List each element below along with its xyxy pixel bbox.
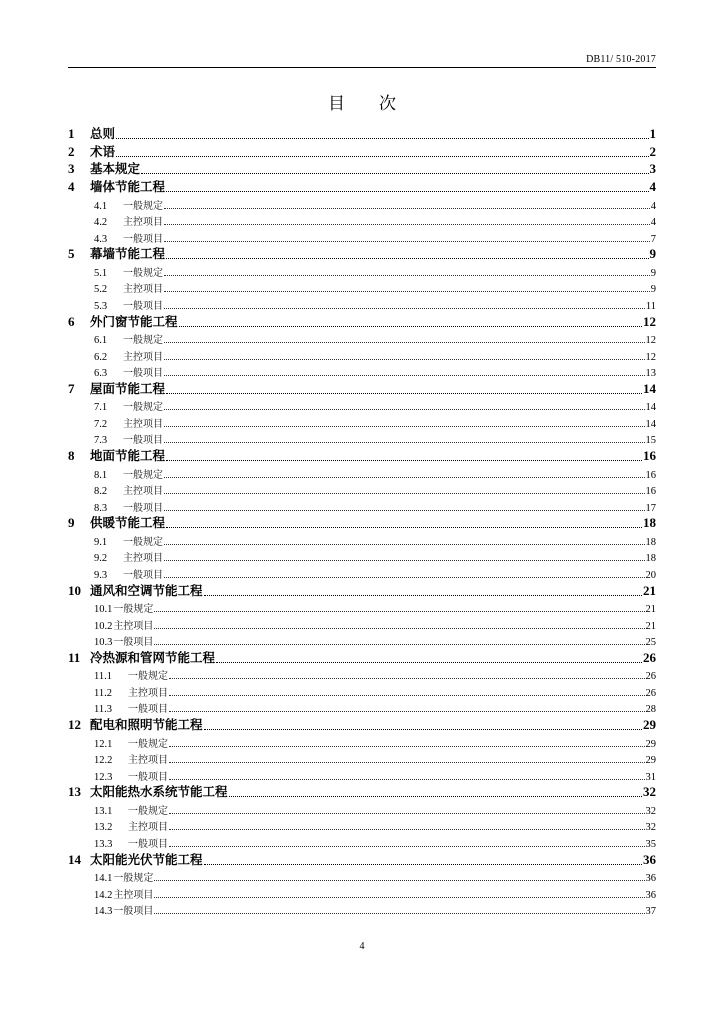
document-code: DB11/ 510-2017 — [586, 54, 656, 65]
toc-section-entry[interactable] — [68, 330, 656, 347]
dot-leader — [154, 897, 644, 898]
toc-section-entry[interactable] — [68, 800, 656, 817]
toc-entry-page: 26 — [643, 649, 656, 665]
dot-leader — [169, 846, 645, 847]
toc-entry-title: 配电和照明节能工程 — [90, 717, 203, 732]
toc-section-entry[interactable] — [68, 868, 656, 885]
dot-leader — [164, 510, 645, 511]
toc-entry-number: 6.3 — [94, 368, 108, 379]
header-rule — [68, 67, 656, 68]
toc-entry-title: 一般项目 — [128, 771, 168, 783]
toc-section-entry[interactable] — [68, 464, 656, 481]
dot-leader — [154, 628, 644, 629]
toc-entry-page: 11 — [645, 300, 656, 312]
toc-entry-number: 9 — [68, 515, 75, 531]
toc-section-entry[interactable] — [68, 632, 656, 649]
toc-entry-title: 一般规定 — [123, 402, 163, 414]
toc-entry-page: 4 — [649, 179, 656, 194]
toc-entry-page: 29 — [643, 717, 656, 732]
toc-chapter-entry[interactable] — [68, 142, 656, 160]
toc-entry-number: 5 — [68, 246, 75, 262]
toc-section-entry[interactable] — [68, 666, 656, 683]
toc-entry-title: 一般项目 — [123, 435, 163, 447]
toc-entry-title: 地面节能工程 — [90, 448, 166, 463]
toc-section-entry[interactable] — [68, 699, 656, 716]
toc-entry-title: 一般项目 — [128, 704, 168, 716]
dot-leader — [164, 477, 645, 478]
toc-entry-page: 36 — [645, 873, 656, 884]
toc-entry-title: 主控项目 — [128, 822, 168, 834]
toc-entry-title: 通风和空调节能工程 — [90, 582, 203, 598]
toc-entry-title: 太阳能光伏节能工程 — [90, 851, 203, 867]
toc-entry-number: 13.3 — [94, 838, 113, 850]
toc-entry-page: 4 — [650, 217, 656, 228]
dot-leader — [164, 275, 650, 276]
toc-entry-page: 14 — [645, 402, 656, 414]
toc-entry-number: 7.2 — [94, 418, 108, 430]
dot-leader — [204, 729, 642, 730]
toc-entry-title: 一般项目 — [123, 569, 163, 581]
toc-entry-page: 14 — [643, 380, 656, 396]
toc-section-entry[interactable] — [68, 548, 656, 565]
toc-entry-number: 5.3 — [94, 300, 108, 312]
toc-entry-title: 主控项目 — [123, 217, 163, 228]
toc-entry-page: 25 — [645, 637, 656, 648]
toc-entry-title: 主控项目 — [123, 553, 163, 565]
toc-section-entry[interactable] — [68, 228, 656, 245]
dot-leader — [229, 796, 642, 797]
toc-entry-number: 14.3 — [94, 906, 113, 917]
toc-entry-title: 一般规定 — [123, 335, 163, 346]
toc-chapter-entry[interactable] — [68, 160, 656, 178]
toc-entry-title: 一般规定 — [128, 805, 168, 817]
toc-entry-number: 4 — [68, 179, 75, 194]
dot-leader — [154, 644, 644, 645]
toc-entry-page: 32 — [643, 784, 656, 800]
toc-entry-number: 8 — [68, 448, 75, 463]
dot-leader — [169, 746, 645, 747]
toc-section-entry[interactable] — [68, 766, 656, 783]
toc-chapter-entry[interactable] — [68, 245, 656, 263]
toc-entry-title: 一般项目 — [113, 637, 154, 648]
toc-entry-title: 主控项目 — [128, 755, 168, 766]
toc-entry-page: 3 — [649, 161, 656, 177]
toc-entry-number: 9.3 — [94, 569, 108, 581]
toc-entry-number: 11.3 — [94, 704, 112, 716]
toc-section-entry[interactable] — [68, 363, 656, 380]
dot-leader — [164, 359, 645, 360]
toc-entry-title: 一般项目 — [123, 233, 163, 245]
dot-leader — [169, 829, 645, 830]
toc-entry-title: 一般规定 — [128, 671, 168, 683]
toc-entry-number: 9.1 — [94, 536, 108, 548]
toc-entry-page: 12 — [643, 313, 656, 329]
toc-chapter-entry[interactable] — [68, 514, 656, 532]
toc-entry-page: 26 — [645, 671, 656, 683]
page-number: 4 — [359, 941, 365, 952]
toc-chapter-entry[interactable] — [68, 379, 656, 397]
dot-leader — [154, 913, 644, 914]
toc-section-entry[interactable] — [68, 733, 656, 750]
dot-leader — [164, 426, 645, 427]
toc-entry-page: 16 — [643, 448, 656, 463]
toc-chapter-entry[interactable] — [68, 446, 656, 464]
toc-section-entry[interactable] — [68, 397, 656, 414]
toc-entry-page: 9 — [650, 284, 656, 296]
dot-leader — [216, 662, 642, 663]
dot-leader — [164, 375, 645, 376]
dot-leader — [179, 326, 642, 327]
toc-entry-number: 13 — [68, 784, 81, 800]
toc-entry-number: 5.1 — [94, 267, 108, 279]
toc-entry-title: 总则 — [90, 125, 116, 141]
toc-entry-title: 一般规定 — [123, 200, 163, 212]
toc-section-entry[interactable] — [68, 884, 656, 901]
toc-entry-number: 12.1 — [94, 738, 113, 750]
toc-entry-title: 一般规定 — [123, 536, 163, 548]
toc-section-entry[interactable] — [68, 750, 656, 767]
toc-entry-number: 7.1 — [94, 402, 108, 414]
toc-section-entry[interactable] — [68, 413, 656, 430]
dot-leader — [166, 191, 648, 192]
toc-entry-title: 主控项目 — [128, 687, 168, 699]
toc-chapter-entry[interactable] — [68, 124, 656, 142]
toc-section-entry[interactable] — [68, 279, 656, 296]
toc-entry-page: 9 — [649, 246, 656, 262]
toc-entry-page: 17 — [645, 502, 656, 514]
toc-entry-title: 术语 — [90, 143, 116, 159]
toc-entry-number: 3 — [68, 161, 75, 177]
toc-entry-number: 1 — [68, 125, 75, 141]
toc-entry-page: 35 — [645, 838, 656, 850]
toc-title: 目次 — [328, 94, 430, 114]
toc-entry-number: 13.2 — [94, 822, 113, 834]
toc-entry-title: 一般规定 — [113, 873, 154, 884]
toc-entry-page: 9 — [650, 267, 656, 279]
dot-leader — [204, 595, 642, 596]
toc-chapter-entry[interactable] — [68, 312, 656, 330]
dot-leader — [169, 695, 645, 696]
toc-entry-page: 1 — [649, 125, 656, 141]
toc-entry-number: 9.2 — [94, 553, 108, 565]
toc-entry-title: 屋面节能工程 — [90, 380, 166, 396]
toc-section-entry[interactable] — [68, 833, 656, 850]
toc-section-entry[interactable] — [68, 346, 656, 363]
toc-entry-title: 一般项目 — [123, 368, 163, 379]
toc-entry-page: 26 — [645, 687, 656, 699]
dot-leader — [204, 864, 642, 865]
toc-entry-number: 14.2 — [94, 889, 113, 901]
toc-entry-page: 18 — [645, 536, 656, 548]
toc-entry-title: 一般规定 — [128, 738, 168, 750]
toc-entry-page: 4 — [650, 200, 656, 212]
toc-entry-title: 一般规定 — [113, 604, 154, 615]
toc-entry-number: 8.2 — [94, 486, 108, 497]
toc-entry-page: 29 — [645, 738, 656, 750]
toc-entry-number: 8.3 — [94, 502, 108, 514]
dot-leader — [166, 393, 642, 394]
toc-entry-number: 11.2 — [94, 687, 112, 699]
toc-chapter-entry[interactable] — [68, 648, 656, 666]
toc-entry-title: 一般项目 — [113, 906, 154, 917]
toc-entry-page: 31 — [645, 771, 656, 783]
toc-entry-number: 12.3 — [94, 771, 113, 783]
toc-section-entry[interactable] — [68, 430, 656, 447]
dot-leader — [164, 544, 645, 545]
toc-entry-page: 18 — [645, 553, 656, 565]
toc-section-entry[interactable] — [68, 531, 656, 548]
dot-leader — [164, 409, 645, 410]
toc-entry-number: 4.3 — [94, 233, 108, 245]
toc-entry-page: 29 — [645, 755, 656, 766]
toc-section-entry[interactable] — [68, 195, 656, 212]
toc-entry-number: 11 — [68, 649, 81, 665]
toc-entry-title: 幕墙节能工程 — [90, 246, 166, 262]
dot-leader — [164, 308, 645, 309]
toc-chapter-entry[interactable] — [68, 715, 656, 733]
toc-entry-page: 12 — [645, 335, 656, 346]
toc-entry-page: 21 — [645, 620, 656, 632]
toc-entry-title: 一般项目 — [128, 838, 168, 850]
toc-section-entry[interactable] — [68, 262, 656, 279]
toc-entry-number: 6 — [68, 313, 75, 329]
dot-leader — [141, 173, 648, 174]
toc-entry-page: 32 — [645, 822, 656, 834]
dot-leader — [164, 291, 650, 292]
toc-section-entry[interactable] — [68, 564, 656, 581]
toc-section-entry[interactable] — [68, 682, 656, 699]
toc-entry-number: 8.1 — [94, 469, 108, 481]
toc-entry-page: 18 — [643, 515, 656, 531]
toc-entry-number: 13.1 — [94, 805, 113, 817]
toc-entry-title: 供暖节能工程 — [90, 515, 166, 531]
toc-entry-number: 4.1 — [94, 200, 108, 212]
toc-entry-page: 16 — [645, 486, 656, 497]
toc-entry-page: 7 — [650, 233, 656, 245]
toc-chapter-entry[interactable] — [68, 177, 656, 195]
toc-section-entry[interactable] — [68, 599, 656, 616]
toc-entry-number: 6.2 — [94, 351, 108, 363]
dot-leader — [164, 241, 650, 242]
toc-entry-title: 外门窗节能工程 — [90, 313, 178, 329]
toc-entry-number: 7.3 — [94, 435, 108, 447]
toc-entry-number: 2 — [68, 143, 75, 159]
dot-leader — [164, 342, 645, 343]
toc-entry-title: 太阳能热水系统节能工程 — [90, 784, 228, 800]
toc-entry-page: 15 — [645, 435, 656, 447]
dot-leader — [169, 711, 645, 712]
toc-entry-number: 10.2 — [94, 620, 113, 632]
toc-entry-title: 一般项目 — [123, 300, 163, 312]
toc-chapter-entry[interactable] — [68, 783, 656, 801]
dot-leader — [164, 442, 645, 443]
toc-entry-title: 主控项目 — [123, 418, 163, 430]
toc-entry-page: 14 — [645, 418, 656, 430]
dot-leader — [116, 138, 648, 139]
toc-section-entry[interactable] — [68, 615, 656, 632]
dot-leader — [164, 493, 645, 494]
toc-entry-title: 一般项目 — [123, 502, 163, 514]
toc-entry-number: 10 — [68, 582, 81, 598]
dot-leader — [164, 208, 650, 209]
toc-entry-number: 6.1 — [94, 335, 108, 346]
toc-entry-number: 5.2 — [94, 284, 108, 296]
toc-entry-number: 12.2 — [94, 755, 113, 766]
toc-section-entry[interactable] — [68, 901, 656, 918]
toc-entry-number: 11.1 — [94, 671, 112, 683]
toc-entry-title: 主控项目 — [113, 889, 154, 901]
dot-leader — [164, 577, 645, 578]
toc-section-entry[interactable] — [68, 212, 656, 229]
table-of-contents — [68, 124, 656, 917]
toc-entry-title: 一般规定 — [123, 469, 163, 481]
toc-entry-page: 21 — [643, 582, 656, 598]
dot-leader — [166, 460, 642, 461]
toc-section-entry[interactable] — [68, 481, 656, 498]
toc-entry-page: 32 — [645, 805, 656, 817]
toc-entry-number: 14 — [68, 851, 81, 867]
dot-leader — [169, 678, 645, 679]
toc-entry-title: 主控项目 — [113, 620, 154, 632]
toc-entry-page: 13 — [645, 368, 656, 379]
toc-entry-number: 4.2 — [94, 217, 108, 228]
toc-entry-title: 一般规定 — [123, 267, 163, 279]
toc-entry-number: 10.1 — [94, 604, 113, 615]
toc-chapter-entry[interactable] — [68, 850, 656, 868]
toc-chapter-entry[interactable] — [68, 581, 656, 599]
dot-leader — [169, 779, 645, 780]
toc-entry-title: 墙体节能工程 — [90, 179, 166, 194]
toc-entry-number: 14.1 — [94, 873, 113, 884]
toc-entry-number: 12 — [68, 717, 81, 732]
toc-entry-page: 20 — [645, 569, 656, 581]
toc-entry-title: 基本规定 — [90, 161, 141, 177]
toc-entry-page: 28 — [645, 704, 656, 716]
toc-section-entry[interactable] — [68, 817, 656, 834]
toc-entry-title: 主控项目 — [123, 351, 163, 363]
toc-entry-number: 10.3 — [94, 637, 113, 648]
dot-leader — [164, 224, 650, 225]
dot-leader — [166, 258, 648, 259]
dot-leader — [154, 611, 644, 612]
toc-entry-title: 主控项目 — [123, 486, 163, 497]
toc-section-entry[interactable] — [68, 497, 656, 514]
toc-entry-page: 2 — [649, 143, 656, 159]
dot-leader — [116, 156, 648, 157]
toc-entry-page: 21 — [645, 604, 656, 615]
dot-leader — [164, 560, 645, 561]
toc-entry-title: 主控项目 — [123, 284, 163, 296]
toc-entry-number: 7 — [68, 380, 75, 396]
toc-entry-page: 37 — [645, 906, 656, 917]
dot-leader — [169, 762, 645, 763]
toc-entry-page: 16 — [645, 469, 656, 481]
toc-entry-title: 冷热源和管网节能工程 — [90, 649, 216, 665]
toc-entry-page: 36 — [643, 851, 656, 867]
toc-entry-page: 12 — [645, 351, 656, 363]
dot-leader — [154, 880, 644, 881]
dot-leader — [169, 813, 645, 814]
toc-entry-page: 36 — [645, 889, 656, 901]
toc-section-entry[interactable] — [68, 295, 656, 312]
dot-leader — [166, 527, 642, 528]
